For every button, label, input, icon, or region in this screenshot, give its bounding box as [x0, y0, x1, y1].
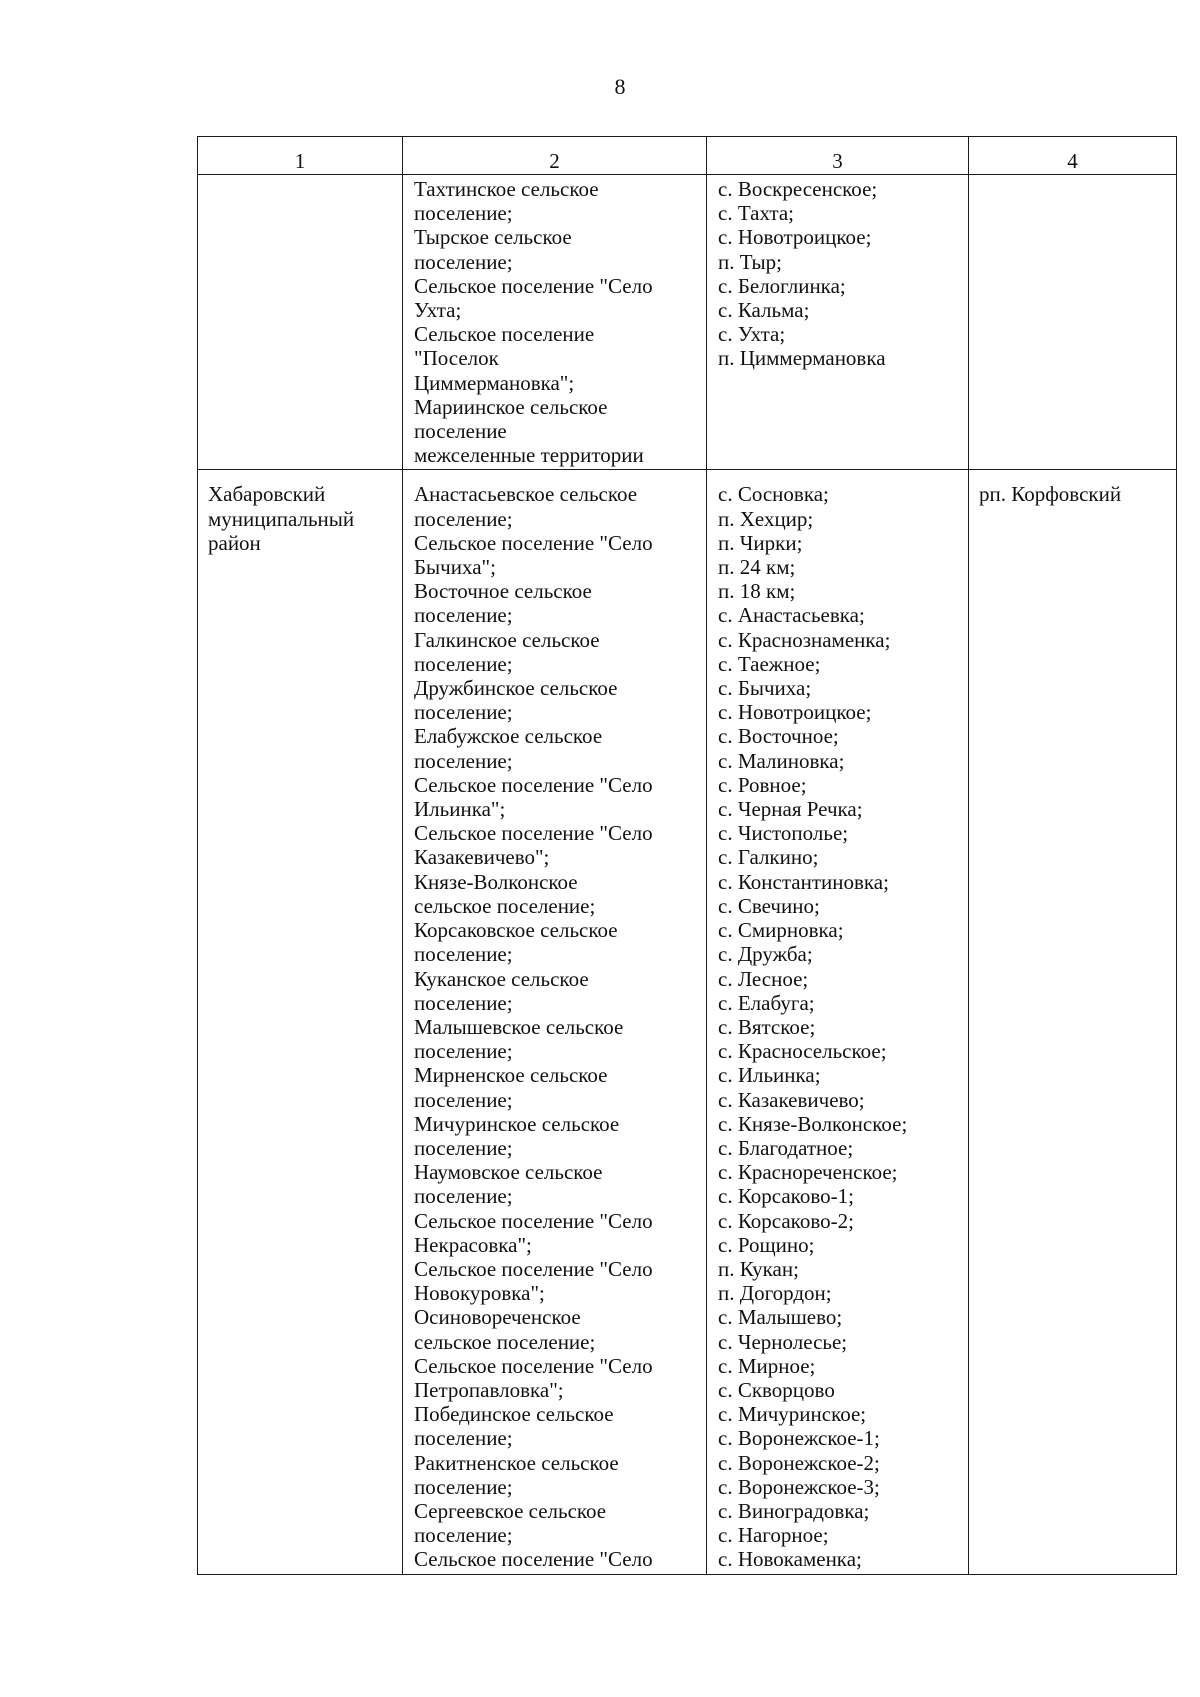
- cell-text-line: Князе-Волконское: [414, 869, 578, 894]
- cell-text-line: с. Нагорное;: [718, 1523, 829, 1548]
- cell-text-line: с. Бычиха;: [718, 676, 812, 701]
- cell-text-line: п. Тыр;: [718, 249, 782, 274]
- cell-text-line: Анастасьевское сельское: [414, 482, 638, 507]
- cell-text-line: с. Галкино;: [718, 845, 819, 870]
- cell-text-line: Наумовское сельское: [414, 1160, 603, 1185]
- cell-text-line: с. Корсаково-2;: [718, 1208, 854, 1233]
- cell-text-line: с. Малышево;: [718, 1305, 843, 1330]
- column-header-2: 2: [403, 137, 707, 175]
- cell-text-line: Елабужское сельское: [414, 724, 603, 749]
- district-cell: [198, 175, 403, 470]
- cell-text-line: с. Анастасьевка;: [718, 603, 865, 628]
- cell-text-line: с. Князе-Волконское;: [718, 1111, 908, 1136]
- cell-text-line: сельское поселение;: [414, 893, 596, 918]
- table-header-row: [198, 137, 1177, 175]
- cell-text-line: Некрасовка";: [414, 1232, 532, 1257]
- cell-text-line: с. Корсаково-1;: [718, 1184, 854, 1209]
- cell-text-line: с. Ухта;: [718, 322, 786, 347]
- cell-text-line: Казакевичево";: [414, 845, 550, 870]
- cell-text-line: рп. Корфовский: [979, 482, 1122, 507]
- cell-text-line: Сельское поселение: [414, 322, 595, 347]
- localities-cell: [707, 175, 969, 470]
- cell-text-line: поселение;: [414, 700, 513, 725]
- cell-text-line: поселение;: [414, 506, 513, 531]
- cell-text-line: с. Константиновка;: [718, 869, 889, 894]
- table-row: [198, 470, 1177, 1574]
- cell-text-line: п. Догордон;: [718, 1281, 832, 1306]
- cell-text-line: Мирненское сельское: [414, 1063, 608, 1088]
- cell-text-line: Новокуровка";: [414, 1281, 545, 1306]
- cell-text-line: с. Елабуга;: [718, 990, 815, 1015]
- cell-text-line: поселение;: [414, 1087, 513, 1112]
- column-header-4: 4: [969, 137, 1177, 175]
- cell-text-line: с. Рощино;: [718, 1232, 815, 1257]
- cell-text-line: с. Сосновка;: [718, 482, 829, 507]
- column-header-3: 3: [707, 137, 969, 175]
- cell-text-line: п. Хехцир;: [718, 506, 814, 531]
- cell-text-line: Сельское поселение "Село: [414, 1256, 653, 1281]
- cell-text-line: межселенные территории: [414, 443, 644, 468]
- district-cell: [198, 470, 403, 1574]
- cell-text-line: район: [208, 530, 261, 555]
- cell-text-line: с. Мичуринское;: [718, 1402, 867, 1427]
- cell-text-line: Хабаровский: [208, 482, 326, 507]
- cell-text-line: поселение;: [414, 201, 513, 226]
- cell-text-line: Мичуринское сельское: [414, 1111, 620, 1136]
- cell-text-line: с. Ровное;: [718, 772, 807, 797]
- cell-text-line: поселение;: [414, 748, 513, 773]
- cell-text-line: Сельское поселение "Село: [414, 273, 653, 298]
- settlements-cell: [403, 175, 707, 470]
- cell-text-line: муниципальный: [208, 506, 355, 531]
- cell-text-line: п. 18 км;: [718, 579, 796, 604]
- cell-text-line: Тырское сельское: [414, 225, 572, 250]
- cell-text-line: с. Благодатное;: [718, 1135, 854, 1160]
- cell-text-line: с. Воронежское-1;: [718, 1426, 880, 1451]
- cell-text-line: поселение;: [414, 603, 513, 628]
- cell-text-line: Сельское поселение "Село: [414, 772, 653, 797]
- cell-text-line: "Поселок: [414, 346, 499, 371]
- cell-text-line: с. Лесное;: [718, 966, 809, 991]
- cell-text-line: поселение: [414, 419, 507, 444]
- cell-text-line: с. Кальма;: [718, 298, 810, 323]
- cell-text-line: Сельское поселение "Село: [414, 1353, 653, 1378]
- cell-text-line: п. Кукан;: [718, 1256, 799, 1281]
- cell-text-line: с. Красносельское;: [718, 1039, 887, 1064]
- cell-text-line: с. Чернолесье;: [718, 1329, 848, 1354]
- table-row: [198, 175, 1177, 470]
- cell-text-line: п. 24 км;: [718, 555, 796, 580]
- administrative-centre-cell: [969, 175, 1177, 470]
- cell-text-line: Ракитненское сельское: [414, 1450, 619, 1475]
- cell-text-line: с. Краснореченское;: [718, 1160, 898, 1185]
- cell-text-line: Мариинское сельское: [414, 394, 608, 419]
- localities-cell: [707, 470, 969, 1574]
- cell-text-line: с. Новотроицкое;: [718, 225, 872, 250]
- cell-text-line: с. Виноградовка;: [718, 1498, 870, 1523]
- cell-text-line: Побединское сельское: [414, 1402, 614, 1427]
- cell-text-line: поселение;: [414, 1184, 513, 1209]
- cell-text-line: с. Черная Речка;: [718, 797, 863, 822]
- cell-text-line: с. Таежное;: [718, 651, 821, 676]
- cell-text-line: поселение;: [414, 1426, 513, 1451]
- cell-text-line: с. Тахта;: [718, 201, 795, 226]
- cell-text-line: Малышевское сельское: [414, 1014, 624, 1039]
- cell-text-line: с. Воронежское-3;: [718, 1474, 880, 1499]
- cell-text-line: с. Воскресенское;: [718, 177, 878, 201]
- cell-text-line: Осиноворечeнское: [414, 1305, 581, 1330]
- cell-text-line: с. Чистополье;: [718, 821, 849, 846]
- cell-text-line: Восточное сельское: [414, 579, 592, 604]
- settlements-table: [197, 136, 1177, 1575]
- cell-text-line: с. Малиновка;: [718, 748, 845, 773]
- column-header-1: 1: [198, 137, 403, 175]
- cell-text-line: с. Мирное;: [718, 1353, 816, 1378]
- cell-text-line: с. Казакевичево;: [718, 1087, 865, 1112]
- cell-text-line: Корсаковское сельское: [414, 918, 618, 943]
- cell-text-line: Галкинское сельское: [414, 627, 600, 652]
- cell-text-line: Циммермановка";: [414, 370, 575, 395]
- cell-text-line: Ухта;: [414, 298, 462, 323]
- cell-text-line: Куканское сельское: [414, 966, 589, 991]
- administrative-centre-cell: [969, 470, 1177, 1574]
- cell-text-line: с. Вятское;: [718, 1014, 816, 1039]
- cell-text-line: Ильинка";: [414, 797, 506, 822]
- cell-text-line: с. Дружба;: [718, 942, 813, 967]
- cell-text-line: поселение;: [414, 249, 513, 274]
- cell-text-line: с. Краснознаменка;: [718, 627, 891, 652]
- cell-text-line: поселение;: [414, 651, 513, 676]
- cell-text-line: Сельское поселение "Село: [414, 530, 653, 555]
- cell-text-line: с. Новотроицкое;: [718, 700, 872, 725]
- cell-text-line: поселение;: [414, 1039, 513, 1064]
- cell-text-line: с. Свечино;: [718, 893, 820, 918]
- cell-text-line: поселение;: [414, 1135, 513, 1160]
- cell-text-line: поселение;: [414, 942, 513, 967]
- cell-text-line: Сельское поселение "Село: [414, 1547, 653, 1572]
- settlements-cell: [403, 470, 707, 1574]
- cell-text-line: Дружбинское сельское: [414, 676, 618, 701]
- cell-text-line: Тахтинское сельское: [414, 177, 599, 201]
- cell-text-line: Бычиха";: [414, 555, 496, 580]
- cell-text-line: Петропавловка";: [414, 1377, 564, 1402]
- cell-text-line: Сельское поселение "Село: [414, 1208, 653, 1233]
- cell-text-line: поселение;: [414, 1523, 513, 1548]
- page-number: 8: [614, 74, 626, 99]
- cell-text-line: поселение;: [414, 990, 513, 1015]
- cell-text-line: сельское поселение;: [414, 1329, 596, 1354]
- cell-text-line: п. Чирки;: [718, 530, 803, 555]
- cell-text-line: Сельское поселение "Село: [414, 821, 653, 846]
- cell-text-line: с. Восточное;: [718, 724, 839, 749]
- cell-text-line: с. Новокаменка;: [718, 1547, 862, 1572]
- cell-text-line: Сергеевское сельское: [414, 1498, 607, 1523]
- cell-text-line: п. Циммермановка: [718, 346, 886, 371]
- cell-text-line: с. Белоглинка;: [718, 273, 846, 298]
- cell-text-line: с. Воронежское-2;: [718, 1450, 880, 1475]
- cell-text-line: с. Смирновка;: [718, 918, 844, 943]
- cell-text-line: с. Ильинка;: [718, 1063, 821, 1088]
- cell-text-line: поселение;: [414, 1474, 513, 1499]
- cell-text-line: с. Скворцово: [718, 1377, 835, 1402]
